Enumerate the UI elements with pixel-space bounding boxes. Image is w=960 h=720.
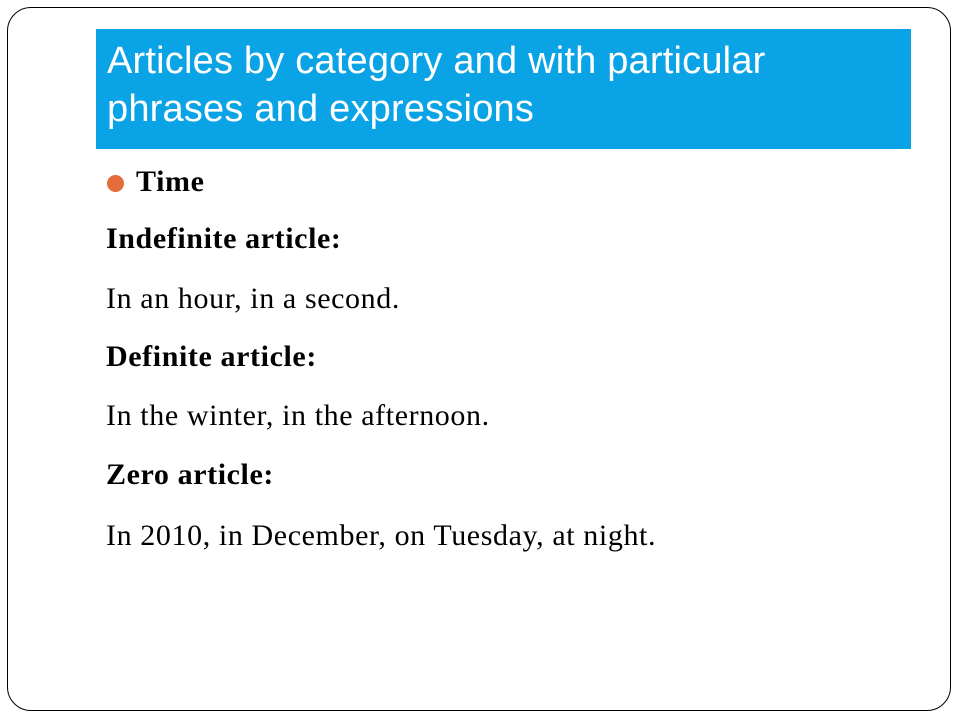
bullet-time: Time [136,165,205,198]
heading-indefinite-article: Indefinite article: [106,222,342,255]
heading-definite-article: Definite article: [106,340,317,373]
example-zero-article: In 2010, in December, on Tuesday, at night. [106,519,657,552]
example-definite-article: In the winter, in the afternoon. [106,399,490,432]
heading-zero-article: Zero article: [106,458,274,491]
example-indefinite-article: In an hour, in a second. [106,282,400,315]
slide-title: Articles by category and with particular phrases and expressions [107,40,766,130]
bullet-dot-icon [107,175,124,192]
